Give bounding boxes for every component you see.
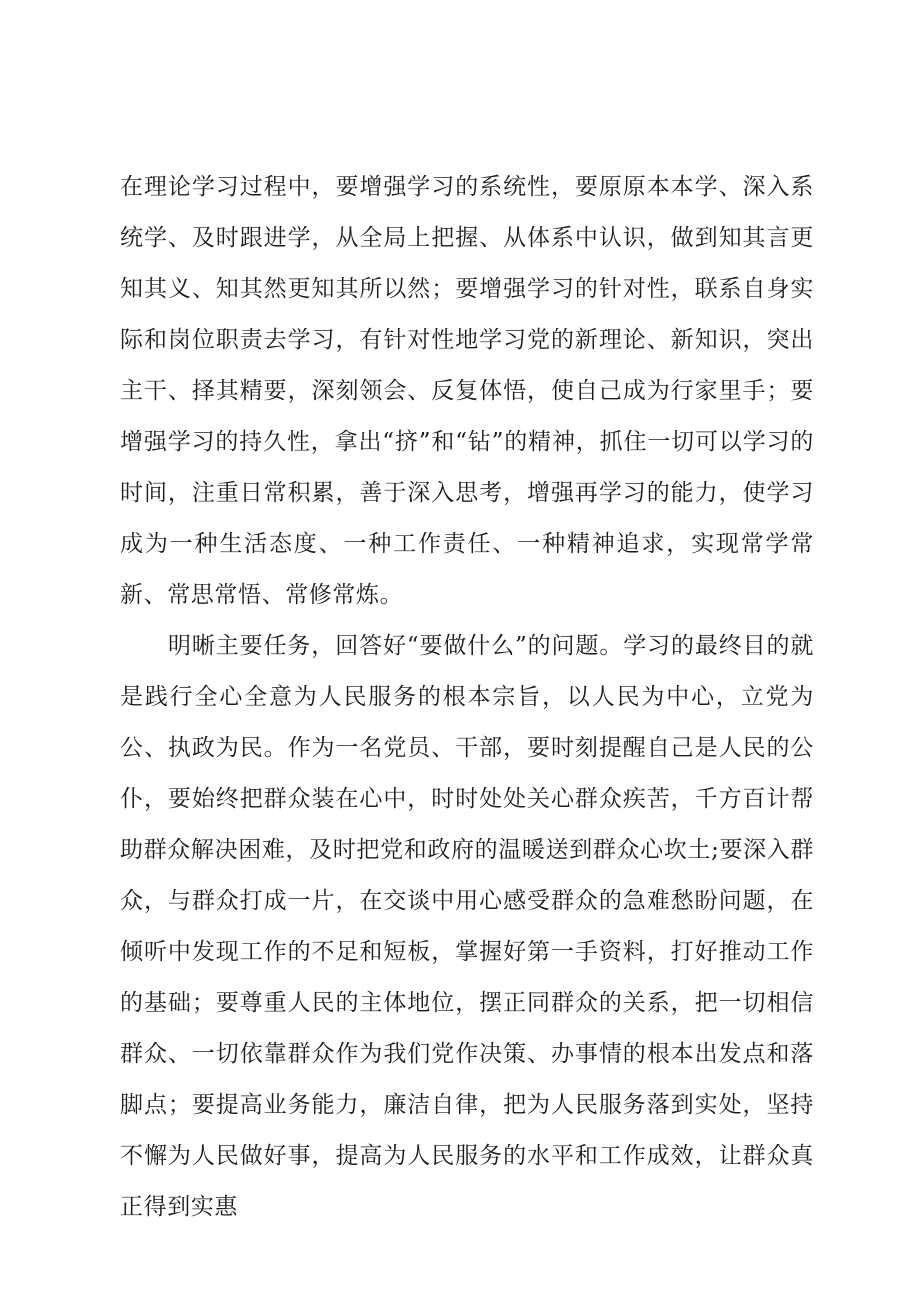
paragraph-main-tasks: 明晰主要任务，回答好“要做什么”的问题。学习的最终目的就是践行全心全意为人民服务的根本宗旨，以人民为中心，立党为公、执政为民。作为一名党员、干部，要时刻提醒自己是人民的公仆，要始终把群众装在心中，时时处处关心群众疾苦，千方百计帮助群众解决困难，及时把党和政府的温暖送到群众心坎土;要深入群众，与群众打成一片，在交谈中用心感受群众的急难愁盼问题，在倾听中发现工作的不足和短板，掌握好第一手资料，打好推动工作的基础；要尊重人民的主体地位，摆正同群众的关系，把一切相信群众、一切依靠群众作为我们党作决策、办事情的根本出发点和落脚点；要提高业务能力，廉洁自律，把为人民服务落到实处，坚持不懈为人民做好事，提高为人民服务的水平和工作成效，让群众真正得到实惠 xyxy=(120,633,814,1220)
paragraph-study-continuation: 在理论学习过程中，要增强学习的系统性，要原原本本学、深入系统学、及时跟进学，从全局上把握、从体系中认识，做到知其言更知其义、知其然更知其所以然；要增强学习的针对性，联系自身实际和岗位职责去学习，有针对性地学习党的新理论、新知识，突出主干、择其精要，深刻领会、反复体悟，使自己成为行家里手；要增强学习的持久性，拿出“挤”和“钻”的精神，抓住一切可以学习的时间，注重日常积累，善于深入思考，增强再学习的能力，使学习成为一种生活态度、一种工作责任、一种精神追求，实现常学常新、常思常悟、常修常炼。 xyxy=(120,174,814,608)
document-body xyxy=(120,162,814,1233)
